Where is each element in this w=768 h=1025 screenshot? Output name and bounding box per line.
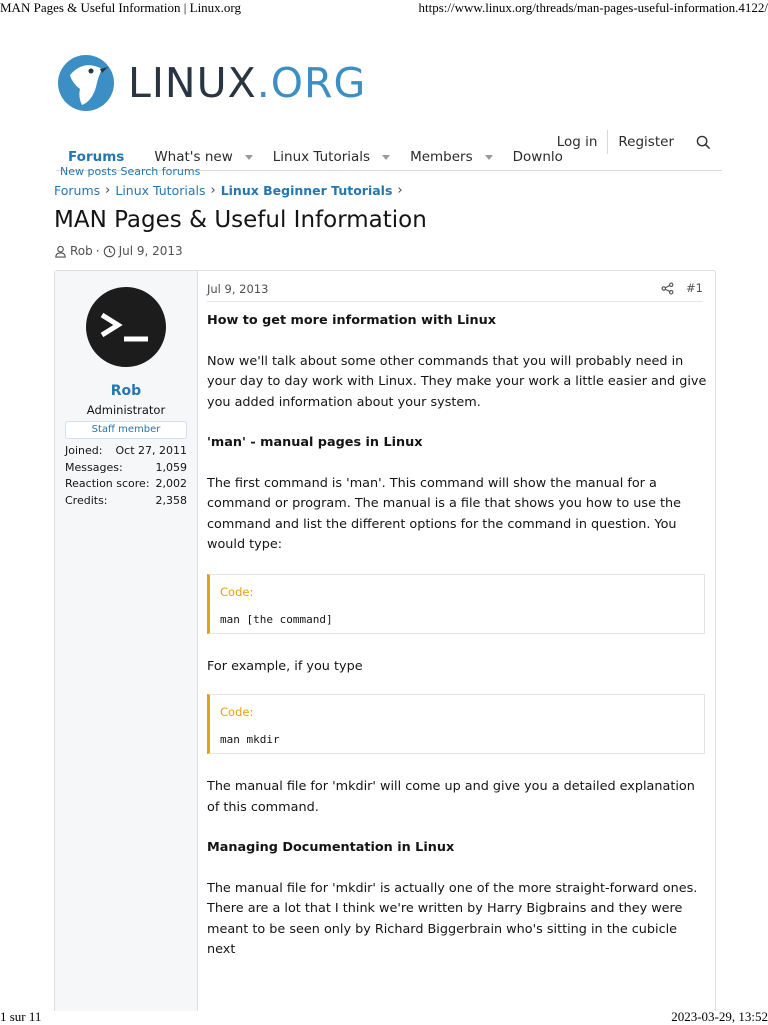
post-username[interactable]: Rob <box>55 383 197 399</box>
print-header-title: MAN Pages & Useful Information | Linux.org <box>0 0 241 16</box>
breadcrumb-forums[interactable]: Forums <box>54 183 100 198</box>
breadcrumb <box>54 183 408 198</box>
tab-linux-tutorials[interactable]: Linux Tutorials <box>273 149 390 165</box>
code-block <box>207 694 705 754</box>
clock-icon <box>103 245 116 258</box>
chevron-down-icon[interactable] <box>382 155 390 160</box>
post-paragraph: Now we'll talk about some other commands that you will probably need in your day to day work with Linux. They make your work a little easier and give you added information about your system. <box>207 352 707 414</box>
tab-downloads[interactable]: Downlo <box>513 149 563 165</box>
code-block <box>207 574 705 634</box>
share-icon[interactable] <box>661 282 674 295</box>
post-date[interactable]: Jul 9, 2013 <box>207 282 268 296</box>
stat-joined: Joined: Oct 27, 2011 <box>65 443 187 460</box>
staff-badge: Staff member <box>65 421 187 439</box>
post-heading: Managing Documentation in Linux <box>207 838 707 859</box>
code-text: man [the command] <box>220 610 333 631</box>
stat-messages: Messages: 1,059 <box>65 460 187 477</box>
meta-separator: · <box>96 244 100 258</box>
subnav-links[interactable]: New posts Search forums <box>60 165 200 178</box>
breadcrumb-beginner-tutorials[interactable]: Linux Beginner Tutorials <box>221 183 393 198</box>
post-message <box>54 270 716 1011</box>
penguin-logo-icon <box>56 53 116 113</box>
post-permalink[interactable]: #1 <box>686 281 703 295</box>
chevron-down-icon[interactable] <box>485 155 493 160</box>
message-header <box>207 281 703 302</box>
post-paragraph: The first command is 'man'. This command will show the manual for a command or program. The manual is a file that shows you how to use the command and list the different options for the command in question. You would type: <box>207 474 707 556</box>
stat-credits: Credits: 2,358 <box>65 493 187 510</box>
user-icon <box>54 245 67 258</box>
breadcrumb-linux-tutorials[interactable]: Linux Tutorials <box>115 183 205 198</box>
print-timestamp: 2023-03-29, 13:52 <box>671 1009 768 1025</box>
chevron-down-icon[interactable] <box>245 155 253 160</box>
terminal-prompt-icon <box>98 309 154 345</box>
tab-forums[interactable]: Forums <box>68 149 124 165</box>
code-label: Code: <box>220 702 253 723</box>
breadcrumb-chevron-icon: › <box>210 183 215 198</box>
stat-reaction-score: Reaction score: 2,002 <box>65 476 187 493</box>
post-user-panel <box>55 271 198 1011</box>
post-paragraph: The manual file for 'mkdir' will come up and give you a detailed explanation of this command. <box>207 777 707 818</box>
register-link[interactable]: Register <box>608 134 684 150</box>
print-header-url: https://www.linux.org/threads/man-pages-useful-information.4122/ <box>419 0 768 16</box>
breadcrumb-chevron-icon: › <box>397 183 402 198</box>
main-nav <box>56 148 722 171</box>
page-title: MAN Pages & Useful Information <box>54 207 427 233</box>
message-actions <box>661 281 703 295</box>
thread-date[interactable]: Jul 9, 2013 <box>119 244 183 258</box>
post-heading: How to get more information with Linux <box>207 311 707 332</box>
code-text: man mkdir <box>220 730 280 751</box>
user-title: Administrator <box>55 403 197 417</box>
post-heading: 'man' - manual pages in Linux <box>207 433 707 454</box>
tab-whats-new[interactable]: What's new <box>154 149 252 165</box>
login-link[interactable]: Log in <box>547 134 608 150</box>
code-label: Code: <box>220 582 253 603</box>
user-stats <box>65 443 187 509</box>
breadcrumb-chevron-icon: › <box>105 183 110 198</box>
thread-author[interactable]: Rob <box>70 244 93 258</box>
print-page-count: 1 sur 11 <box>0 1009 41 1025</box>
avatar[interactable] <box>86 287 166 367</box>
post-body <box>207 311 707 961</box>
tab-members[interactable]: Members <box>410 149 493 165</box>
post-paragraph: For example, if you type <box>207 657 707 678</box>
thread-meta <box>54 244 183 258</box>
site-logo-text: LINUX.ORG <box>128 63 366 104</box>
post-paragraph: The manual file for 'mkdir' is actually one of the more straight-forward ones. There are a lot that I think we're written by Harry Bigbrains and they were meant to be seen only by Richard Biggerbrain who's sitting in the cubicle next <box>207 879 707 961</box>
site-logo[interactable] <box>56 53 366 113</box>
